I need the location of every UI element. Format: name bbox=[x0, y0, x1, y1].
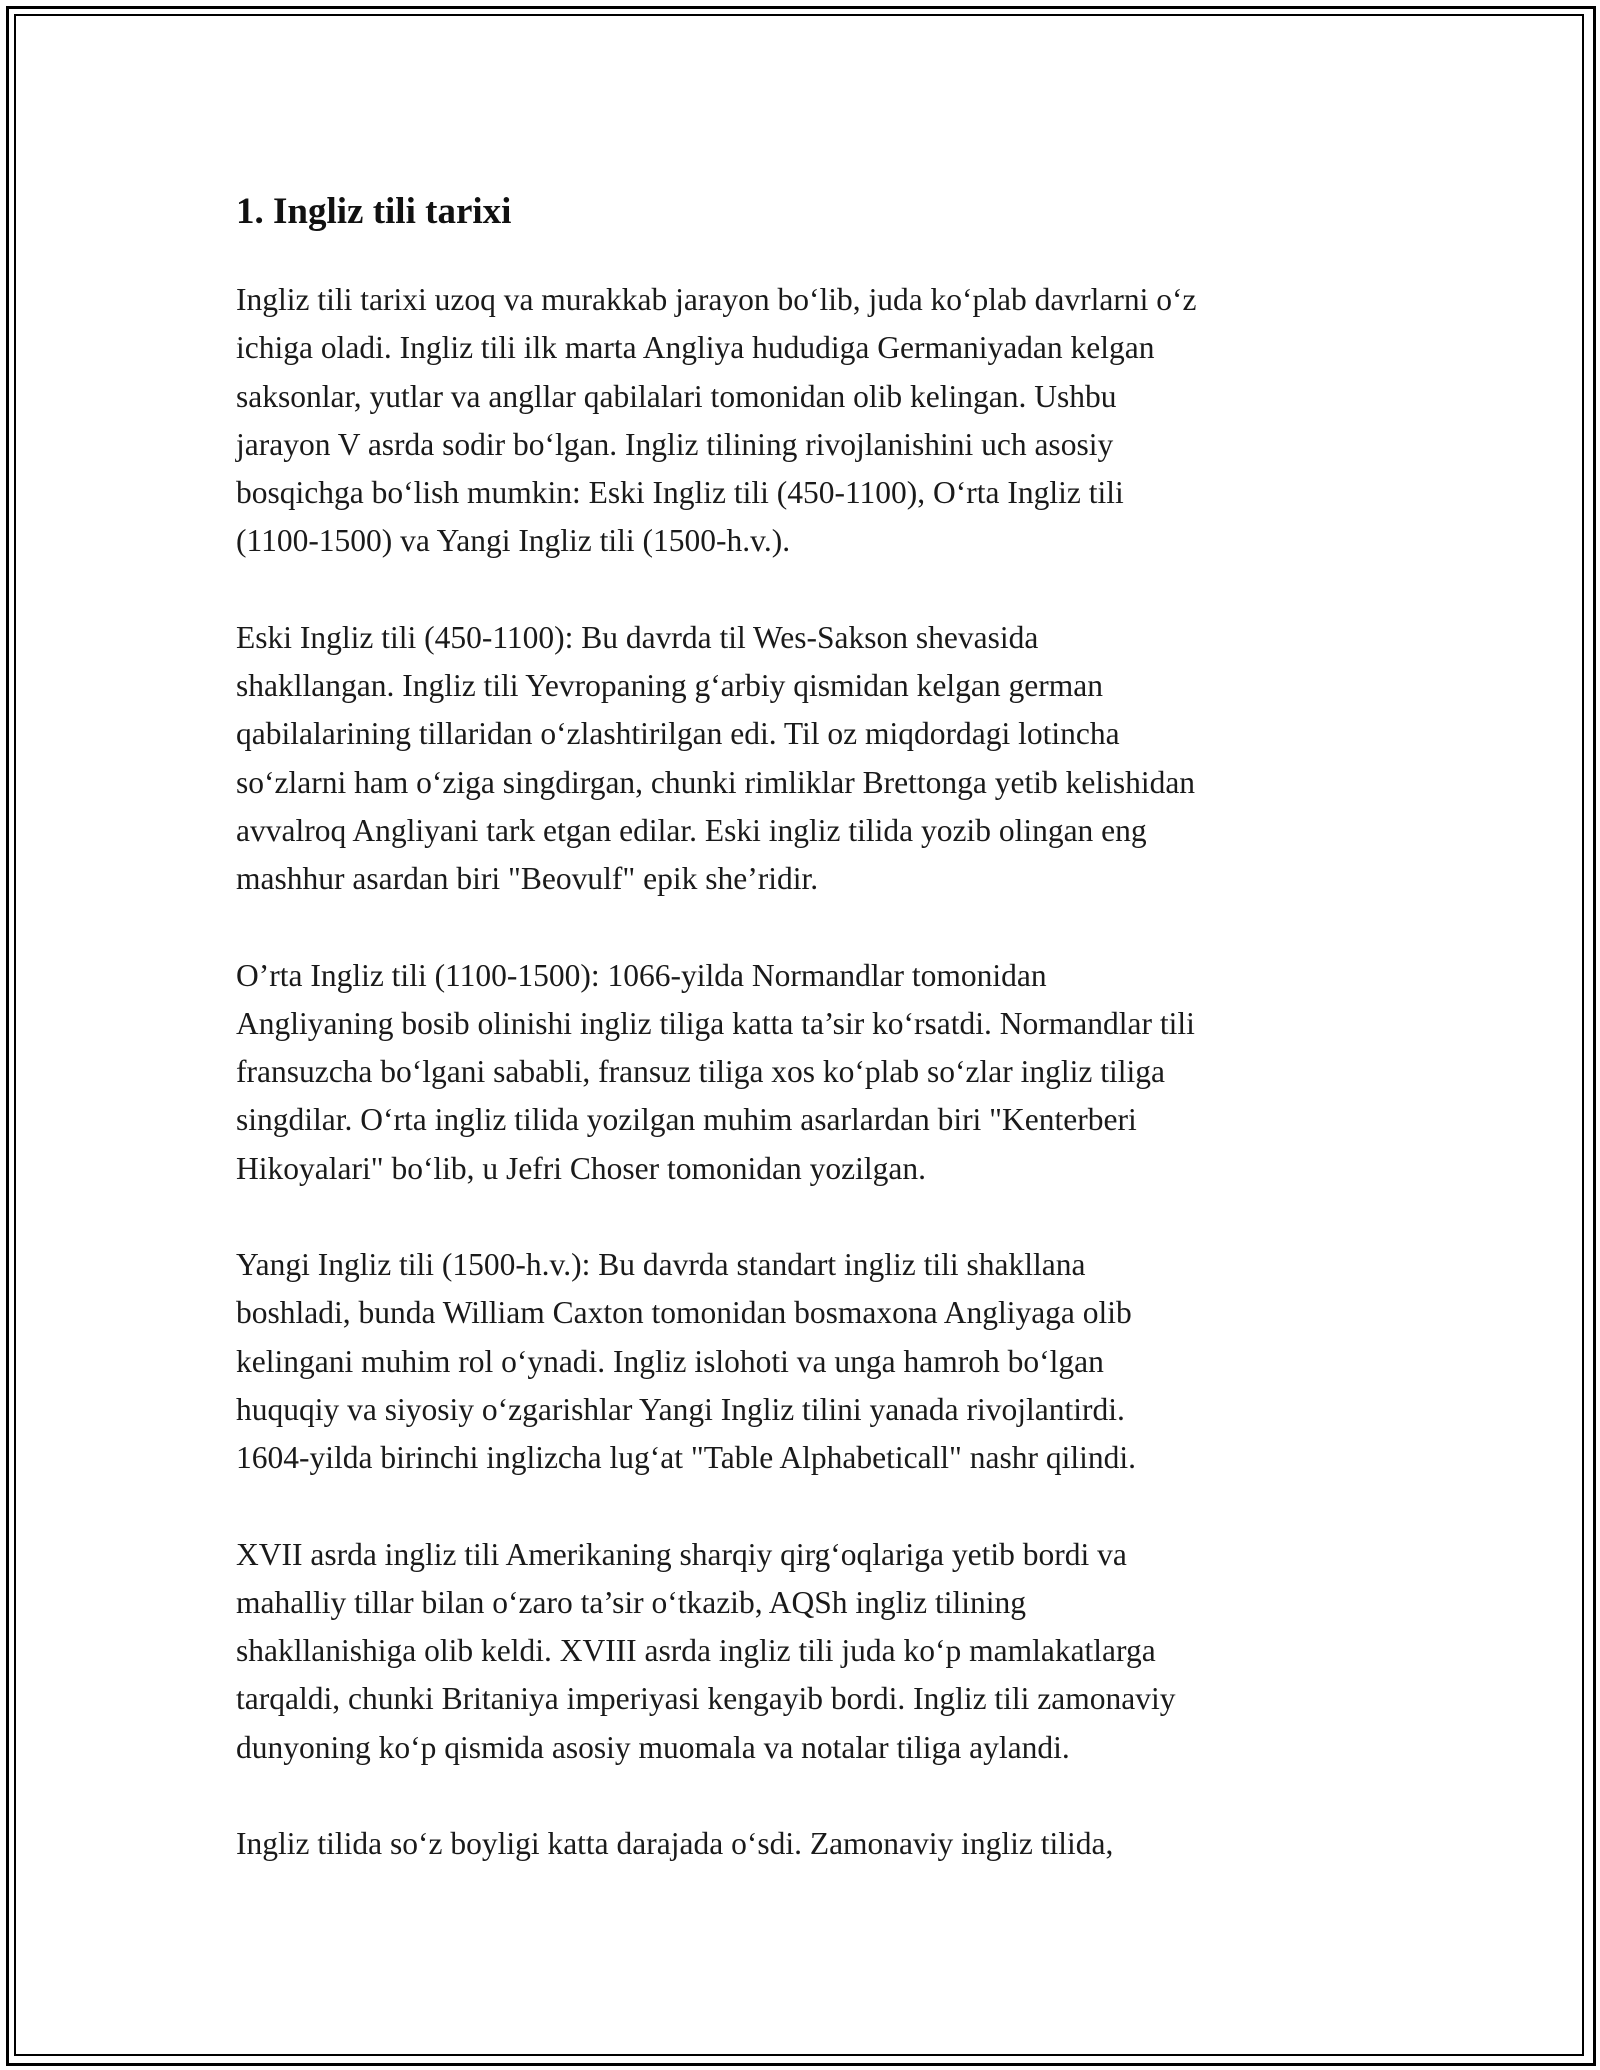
text-line: Yangi Ingliz tili (1500-h.v.): Bu davrda standart ingliz tili shakllana bbox=[236, 1247, 1086, 1283]
text-line: qabilalarining tillaridan o‘zlashtirilgan edi. Til oz miqdordagi lotincha bbox=[236, 716, 1120, 752]
paragraph-old-english bbox=[236, 614, 1366, 904]
text-line: 1604-yilda birinchi inglizcha lug‘at "Table Alphabeticall" nashr qilindi. bbox=[236, 1440, 1137, 1476]
text-line: dunyoning ko‘p qismida asosiy muomala va notalar tiliga aylandi. bbox=[236, 1729, 1070, 1765]
text-line: Angliyaning bosib olinishi ingliz tiliga katta ta’sir ko‘rsatdi. Normandlar tili bbox=[236, 1005, 1195, 1041]
text-line: shakllangan. Ingliz tili Yevropaning g‘arbiy qismidan kelgan german bbox=[236, 668, 1103, 704]
text-line: kelingani muhim rol o‘ynadi. Ingliz islohoti va unga hamroh bo‘lgan bbox=[236, 1343, 1104, 1379]
text-line: fransuzcha bo‘lgani sababli, fransuz tiliga xos ko‘plab so‘zlar ingliz tiliga bbox=[236, 1054, 1165, 1090]
paragraph-17th-18th-century bbox=[236, 1531, 1366, 1772]
text-line: ichiga oladi. Ingliz tili ilk marta Angliya hududiga Germaniyadan kelgan bbox=[236, 330, 1155, 366]
text-line: mashhur asardan biri "Beovulf" epik she’ridir. bbox=[236, 861, 819, 897]
text-line: saksonlar, yutlar va angllar qabilalari tomonidan olib kelingan. Ushbu bbox=[236, 378, 1117, 414]
text-line: boshladi, bunda William Caxton tomonidan bosmaxona Angliyaga olib bbox=[236, 1295, 1132, 1331]
text-line: Ingliz tili tarixi uzoq va murakkab jarayon bo‘lib, juda ko‘plab davrlarni o‘z bbox=[236, 282, 1197, 317]
text-line: so‘zlarni ham o‘ziga singdirgan, chunki rimliklar Brettonga yetib kelishidan bbox=[236, 764, 1196, 800]
text-line: Eski Ingliz tili (450-1100): Bu davrda til Wes-Sakson shevasida bbox=[236, 619, 1039, 655]
text-line: Ingliz tilida so‘z boyligi katta darajada o‘sdi. Zamonaviy ingliz tilida, bbox=[236, 1826, 1114, 1862]
paragraph-vocabulary bbox=[236, 1820, 1366, 1868]
paragraph-middle-english bbox=[236, 952, 1366, 1193]
text-line: O’rta Ingliz tili (1100-1500): 1066-yilda Normandlar tomonidan bbox=[236, 957, 1047, 993]
paragraph-intro bbox=[236, 276, 1366, 566]
text-line: jarayon V asrda sodir bo‘lgan. Ingliz tilining rivojlanishini uch asosiy bbox=[236, 426, 1114, 462]
text-line: XVII asrda ingliz tili Amerikaning sharqiy qirg‘oqlariga yetib bordi va bbox=[236, 1536, 1127, 1572]
text-line: avvalroq Angliyani tark etgan edilar. Eski ingliz tilida yozib olingan eng bbox=[236, 812, 1147, 848]
text-line: bosqichga bo‘lish mumkin: Eski Ingliz tili (450-1100), O‘rta Ingliz tili bbox=[236, 475, 1124, 511]
section-heading: 1. Ingliz tili tarixi bbox=[236, 191, 512, 232]
text-line: mahalliy tillar bilan o‘zaro ta’sir o‘tkazib, AQSh ingliz tilining bbox=[236, 1584, 1026, 1620]
text-line: tarqaldi, chunki Britaniya imperiyasi kengayib bordi. Ingliz tili zamonaviy bbox=[236, 1681, 1176, 1717]
document-body bbox=[236, 188, 1366, 1916]
text-line: (1100-1500) va Yangi Ingliz tili (1500-h.v.). bbox=[236, 523, 791, 559]
text-line: huquqiy va siyosiy o‘zgarishlar Yangi Ingliz tilini yanada rivojlantirdi. bbox=[236, 1391, 1125, 1427]
paragraph-modern-english bbox=[236, 1241, 1366, 1482]
text-line: singdilar. O‘rta ingliz tilida yozilgan muhim asarlardan biri "Kenterberi bbox=[236, 1102, 1137, 1138]
text-line: Hikoyalari" bo‘lib, u Jefri Choser tomonidan yozilgan. bbox=[236, 1150, 926, 1186]
text-line: shakllanishiga olib keldi. XVIII asrda ingliz tili juda ko‘p mamlakatlarga bbox=[236, 1633, 1156, 1669]
